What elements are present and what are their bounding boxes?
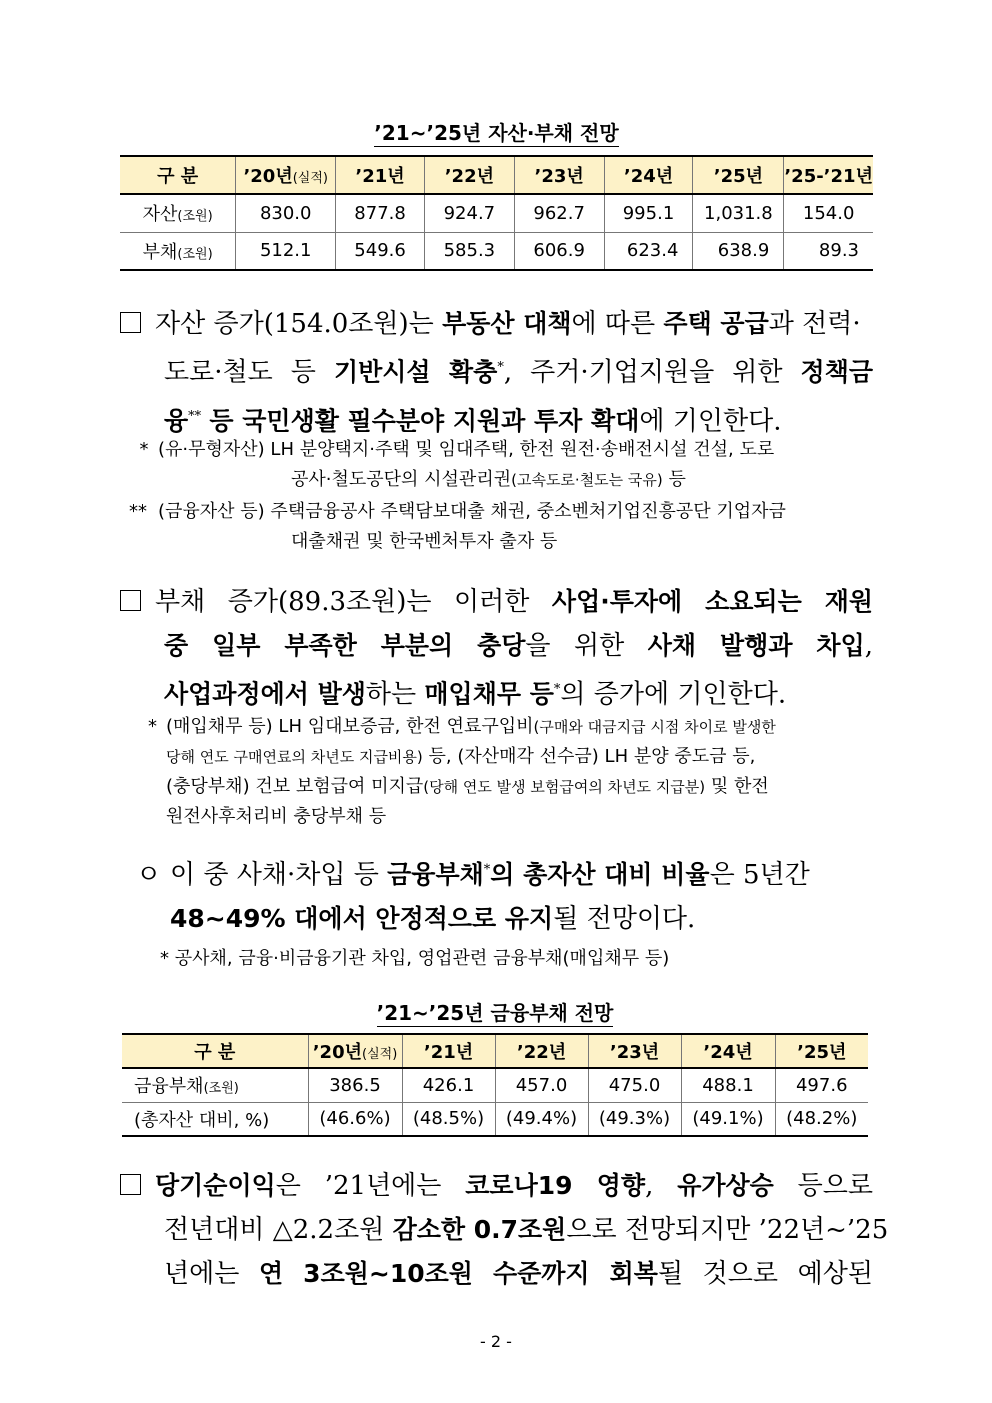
table2-header-col: ’21년 [402,1034,495,1068]
note-text: 원전사후처리비 충당부채 등 [166,806,387,827]
table-row [120,232,873,270]
bold-run: 사채 발행과 차입 [647,631,865,660]
note-text: 대출채권 및 한국벤처투자 출자 등 [291,531,558,552]
table1-header-2020-note: (실적) [292,171,328,186]
table1-title [120,117,873,146]
liability-notes [148,712,875,832]
row-label-unit: (조원) [177,246,213,262]
table-cell: 606.9 [514,232,604,270]
table-cell: 386.5 [308,1068,402,1102]
table2-title-text: ’21~’25년 금융부채 전망 [376,1001,614,1025]
bold-run: 의 총자산 대비 비율 [490,859,710,889]
table-cell: 512.1 [236,232,336,270]
table1-header-col: ’23년 [514,156,604,194]
footnote-mark: ** [188,408,202,424]
table1-header-col: ’21년 [336,156,425,194]
row-label-text: 금융부채 [134,1076,204,1098]
bold-run: 당기순이익 [155,1171,276,1200]
financial-debt-table [122,1033,868,1137]
table-cell: 1,031.8 [693,194,784,232]
rich-line [120,1208,889,1252]
bold-run: 정책금 [800,357,873,387]
table-cell: 549.6 [336,232,425,270]
note-line [130,497,875,527]
table2-header-2020-year: ’20년 [312,1042,362,1063]
row-label [122,1068,308,1102]
table1-header-col: ’25년 [693,156,784,194]
rich-line [120,624,873,668]
note-small-text: 당해 연도 구매연료의 차년도 지급비용) [166,748,423,766]
table2-header-2020 [308,1034,402,1068]
note-text: 및 한전 [705,776,769,797]
note-small-text: (구매와 대금지급 시점 차이로 발생한 [533,718,776,736]
row-label-unit: (조원) [203,1081,239,1097]
bold-run: 융 [164,406,189,436]
checkbox-icon [120,1174,141,1195]
table-cell: 497.6 [775,1068,868,1102]
table-cell: (49.3%) [588,1102,681,1136]
table2-header-col: ’23년 [588,1034,681,1068]
text-run: 과 전력· [768,309,861,339]
note-line [148,742,875,772]
table1-header-2020 [236,156,336,194]
bold-run: 등 국민생활 필수분야 지원과 투자 확대 [209,406,640,436]
table1-header-col: ’24년 [604,156,693,194]
bold-run: 사업과정에서 발생 [164,679,366,709]
note-line [148,772,875,802]
paragraph-asset-increase [120,302,873,443]
table-cell: 426.1 [402,1068,495,1102]
table-row [120,194,873,232]
bold-run: 기반시설 확충 [333,357,498,387]
note-text: (매입채무 등) LH 임대보증금, 한전 연료구입비 [166,716,534,737]
table-cell: 638.9 [693,232,784,270]
table-cell: 995.1 [604,194,693,232]
note-text: (유·무형자산) LH 분양택지·주택 및 임대주택, 한전 원전·송배전시설 건설, 도로 [158,439,775,460]
table-cell: 585.3 [424,232,514,270]
rich-line [120,1252,873,1296]
rich-line [120,668,873,717]
text-run: 으로 전망되지만 ’22년~’25 [566,1215,889,1245]
table2-header-col: ’22년 [495,1034,588,1068]
table-cell: (49.4%) [495,1102,588,1136]
rich-line [120,1164,873,1208]
rich-line [170,860,810,890]
note-text: * 공사채, 금융·비금융기관 차입, 영업관련 금융부채(매입채무 등) [160,948,670,969]
bold-run: 코로나19 영향 [465,1171,646,1200]
checkbox-icon [120,312,141,333]
note-mark: * [148,716,157,737]
table2-header-gubun: 구 분 [122,1034,308,1068]
bold-run: 연 3조원~10조원 수준까지 회복 [258,1259,658,1288]
text-run: 도로·철도 등 [164,357,334,388]
note-text: 등, (자산매각 선수금) LH 분양 중도금 등, [422,746,756,767]
bold-run: 주택 공급 [663,309,769,338]
table1-title-text: ’21~’25년 자산·부채 전망 [374,121,619,145]
rich-line [120,580,873,624]
row-label: (총자산 대비, %) [122,1102,308,1136]
table-cell: 877.8 [336,194,425,232]
checkbox-icon [120,590,141,611]
table1-header-col: ’25-’21년 [784,156,873,194]
bold-run: 금융부채 [387,859,484,889]
financial-debt-note [160,944,860,974]
table2-header-2020-note: (실적) [362,1047,398,1062]
text-run: 될 것으로 예상된 [657,1259,873,1289]
table-cell: (49.1%) [681,1102,775,1136]
bold-run: 사업·투자에 소요되는 재원 [551,587,873,616]
text-run: , [645,1171,678,1201]
text-run: 을 위한 [525,631,648,661]
table-cell: 962.7 [514,194,604,232]
table-cell: (48.2%) [775,1102,868,1136]
table-cell: 488.1 [681,1068,775,1102]
bold-run: 중 일부 부족한 부분의 충당 [164,631,526,660]
note-line [148,802,875,832]
note-mark: * [139,439,149,460]
rich-line [120,302,873,346]
row-label-unit: (조원) [177,209,213,225]
row-label-text: 부채 [142,241,178,263]
text-run: , [864,631,873,661]
text-run: 될 전망이다. [553,903,696,934]
text-run: 은 ’21년에는 [275,1171,466,1201]
text-run: 자산 증가(154.0조원)는 [155,309,443,339]
note-line [130,465,875,495]
note-text: 공사·철도공단의 시설관리권 [291,469,512,490]
row-label-text: 자산 [142,204,178,226]
footnote-mark: * [497,360,504,375]
page-number: - 2 - [480,1332,512,1351]
table-cell: 475.0 [588,1068,681,1102]
row-label [120,232,236,270]
table-row [122,1102,868,1136]
text-run: 은 5년간 [709,859,810,890]
paragraph-financial-debt [136,848,876,941]
note-line [130,527,875,557]
bold-run: 감소한 0.7조원 [392,1215,567,1244]
row-label [120,194,236,232]
text-run: 부채 증가(89.3조원)는 이러한 [155,587,552,617]
asset-notes [130,435,875,557]
table-cell: 154.0 [784,194,873,232]
text-run: 에 기인한다. [639,406,782,437]
table-cell: 924.7 [424,194,514,232]
paragraph-liability-increase [120,580,873,717]
text-run: 에 따른 [571,309,664,339]
text-run: , 주거·기업지원을 위한 [503,357,801,388]
bold-run: 매입채무 등 [424,679,554,709]
footnote-mark: * [483,862,491,877]
table-cell: 89.3 [784,232,873,270]
text-run: 년에는 [164,1259,259,1289]
bold-run: 부동산 대책 [442,309,572,338]
note-text: (충당부채) 건보 보험급여 미지급 [166,776,424,797]
rich-line [136,897,876,941]
table2-header-col: ’25년 [775,1034,868,1068]
text-run: 하는 [365,679,425,710]
text-run: 전년대비 △2.2조원 [164,1215,393,1245]
table1-header-col: ’22년 [424,156,514,194]
table2-header-col: ’24년 [681,1034,775,1068]
bold-run: 48~49% 대에서 안정적으로 유지 [170,903,554,933]
note-small-text: (당해 연도 발생 보험급여의 차년도 지급분) [423,778,706,796]
table1-header-gubun: 구 분 [120,156,236,194]
rich-line [120,346,873,395]
table-cell: (46.6%) [308,1102,402,1136]
note-text: 등 [662,469,686,490]
text-run: 등으로 [773,1171,874,1201]
note-line [130,435,875,465]
table-cell: 457.0 [495,1068,588,1102]
note-small-text: (고속도로·철도는 국유) [511,471,663,489]
bullet-line [136,848,876,897]
table2-title [122,997,868,1026]
table1-header-2020-year: ’20년 [243,166,293,187]
table-row [122,1068,868,1102]
table-cell: 623.4 [604,232,693,270]
paragraph-net-income [120,1164,889,1296]
bold-run: 유가상승 [677,1171,774,1200]
note-line [148,712,875,742]
table-cell: 830.0 [236,194,336,232]
footnote-mark: * [553,682,561,697]
text-run: 의 증가에 기인한다. [560,679,787,710]
text-run: 이 중 사채·차입 등 [170,859,388,890]
bullet-mark: ㅇ [136,859,162,890]
note-text: (금융자산 등) 주택금융공사 주택담보대출 채권, 중소벤처기업진흥공단 기업자금 [158,501,786,522]
table-cell: (48.5%) [402,1102,495,1136]
asset-liability-table [120,155,873,271]
note-mark: ** [129,501,147,522]
